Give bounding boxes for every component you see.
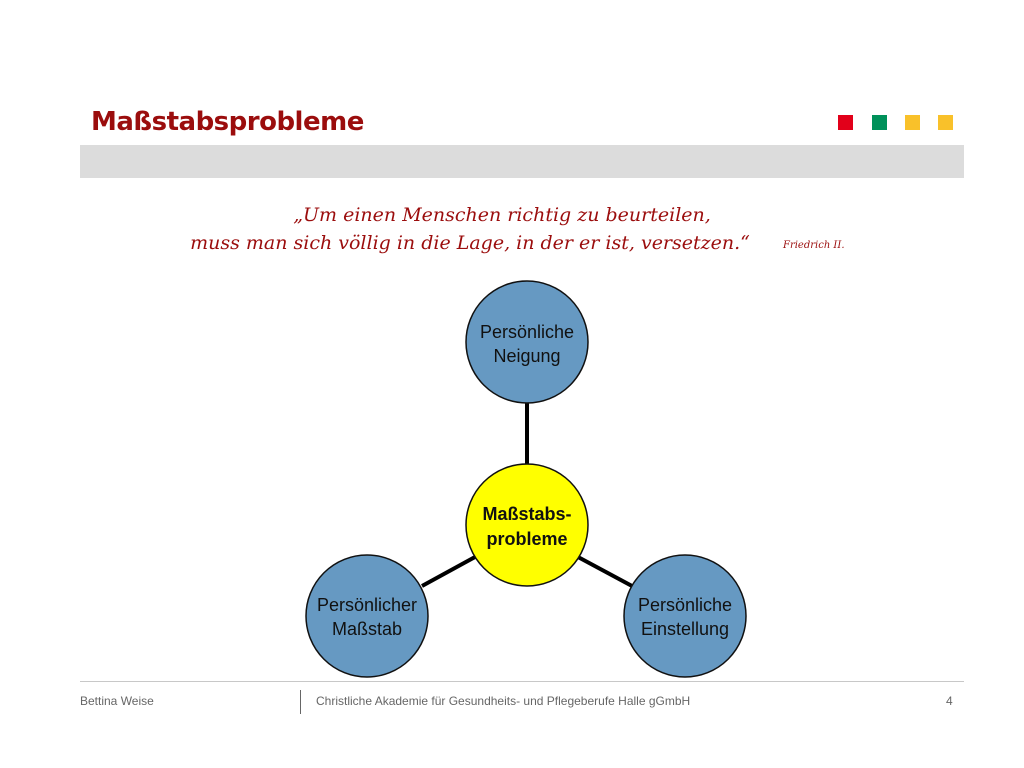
node-einstellung <box>624 555 746 677</box>
quote-line-2: muss man sich völlig in die Lage, in der er ist, versetzen.“ <box>190 232 750 254</box>
center-label-line2: probleme <box>486 529 568 549</box>
connector-left <box>422 557 475 586</box>
node-label-line2: Maßstab <box>331 619 403 639</box>
quote-author: Friedrich II. <box>783 240 845 251</box>
node-circle <box>466 281 588 403</box>
node-center <box>466 464 588 586</box>
center-circle <box>466 464 588 586</box>
page-number: 4 <box>946 694 953 708</box>
node-label-line2: Einstellung <box>640 619 730 639</box>
node-label-line2: Neigung <box>493 346 561 366</box>
connector-right <box>578 557 632 586</box>
quote-line-1: „Um einen Menschen richtig zu beurteilen, <box>293 204 711 226</box>
node-label-line1: Persönliche <box>479 322 575 342</box>
footer-divider <box>80 681 964 682</box>
node-label-line1: Persönliche <box>637 595 733 615</box>
footer-author: Bettina Weise <box>80 694 154 708</box>
node-circle <box>306 555 428 677</box>
center-label-line1: Maßstabs- <box>482 504 572 524</box>
slide-title: Maßstabsprobleme <box>91 107 364 137</box>
node-massstab <box>306 555 428 677</box>
node-circle <box>624 555 746 677</box>
node-label-line1: Persönlicher <box>316 595 418 615</box>
node-neigung <box>466 281 588 403</box>
footer-separator <box>300 690 301 714</box>
footer-organization: Christliche Akademie für Gesundheits- und Pflegeberufe Halle gGmbH <box>316 694 691 708</box>
